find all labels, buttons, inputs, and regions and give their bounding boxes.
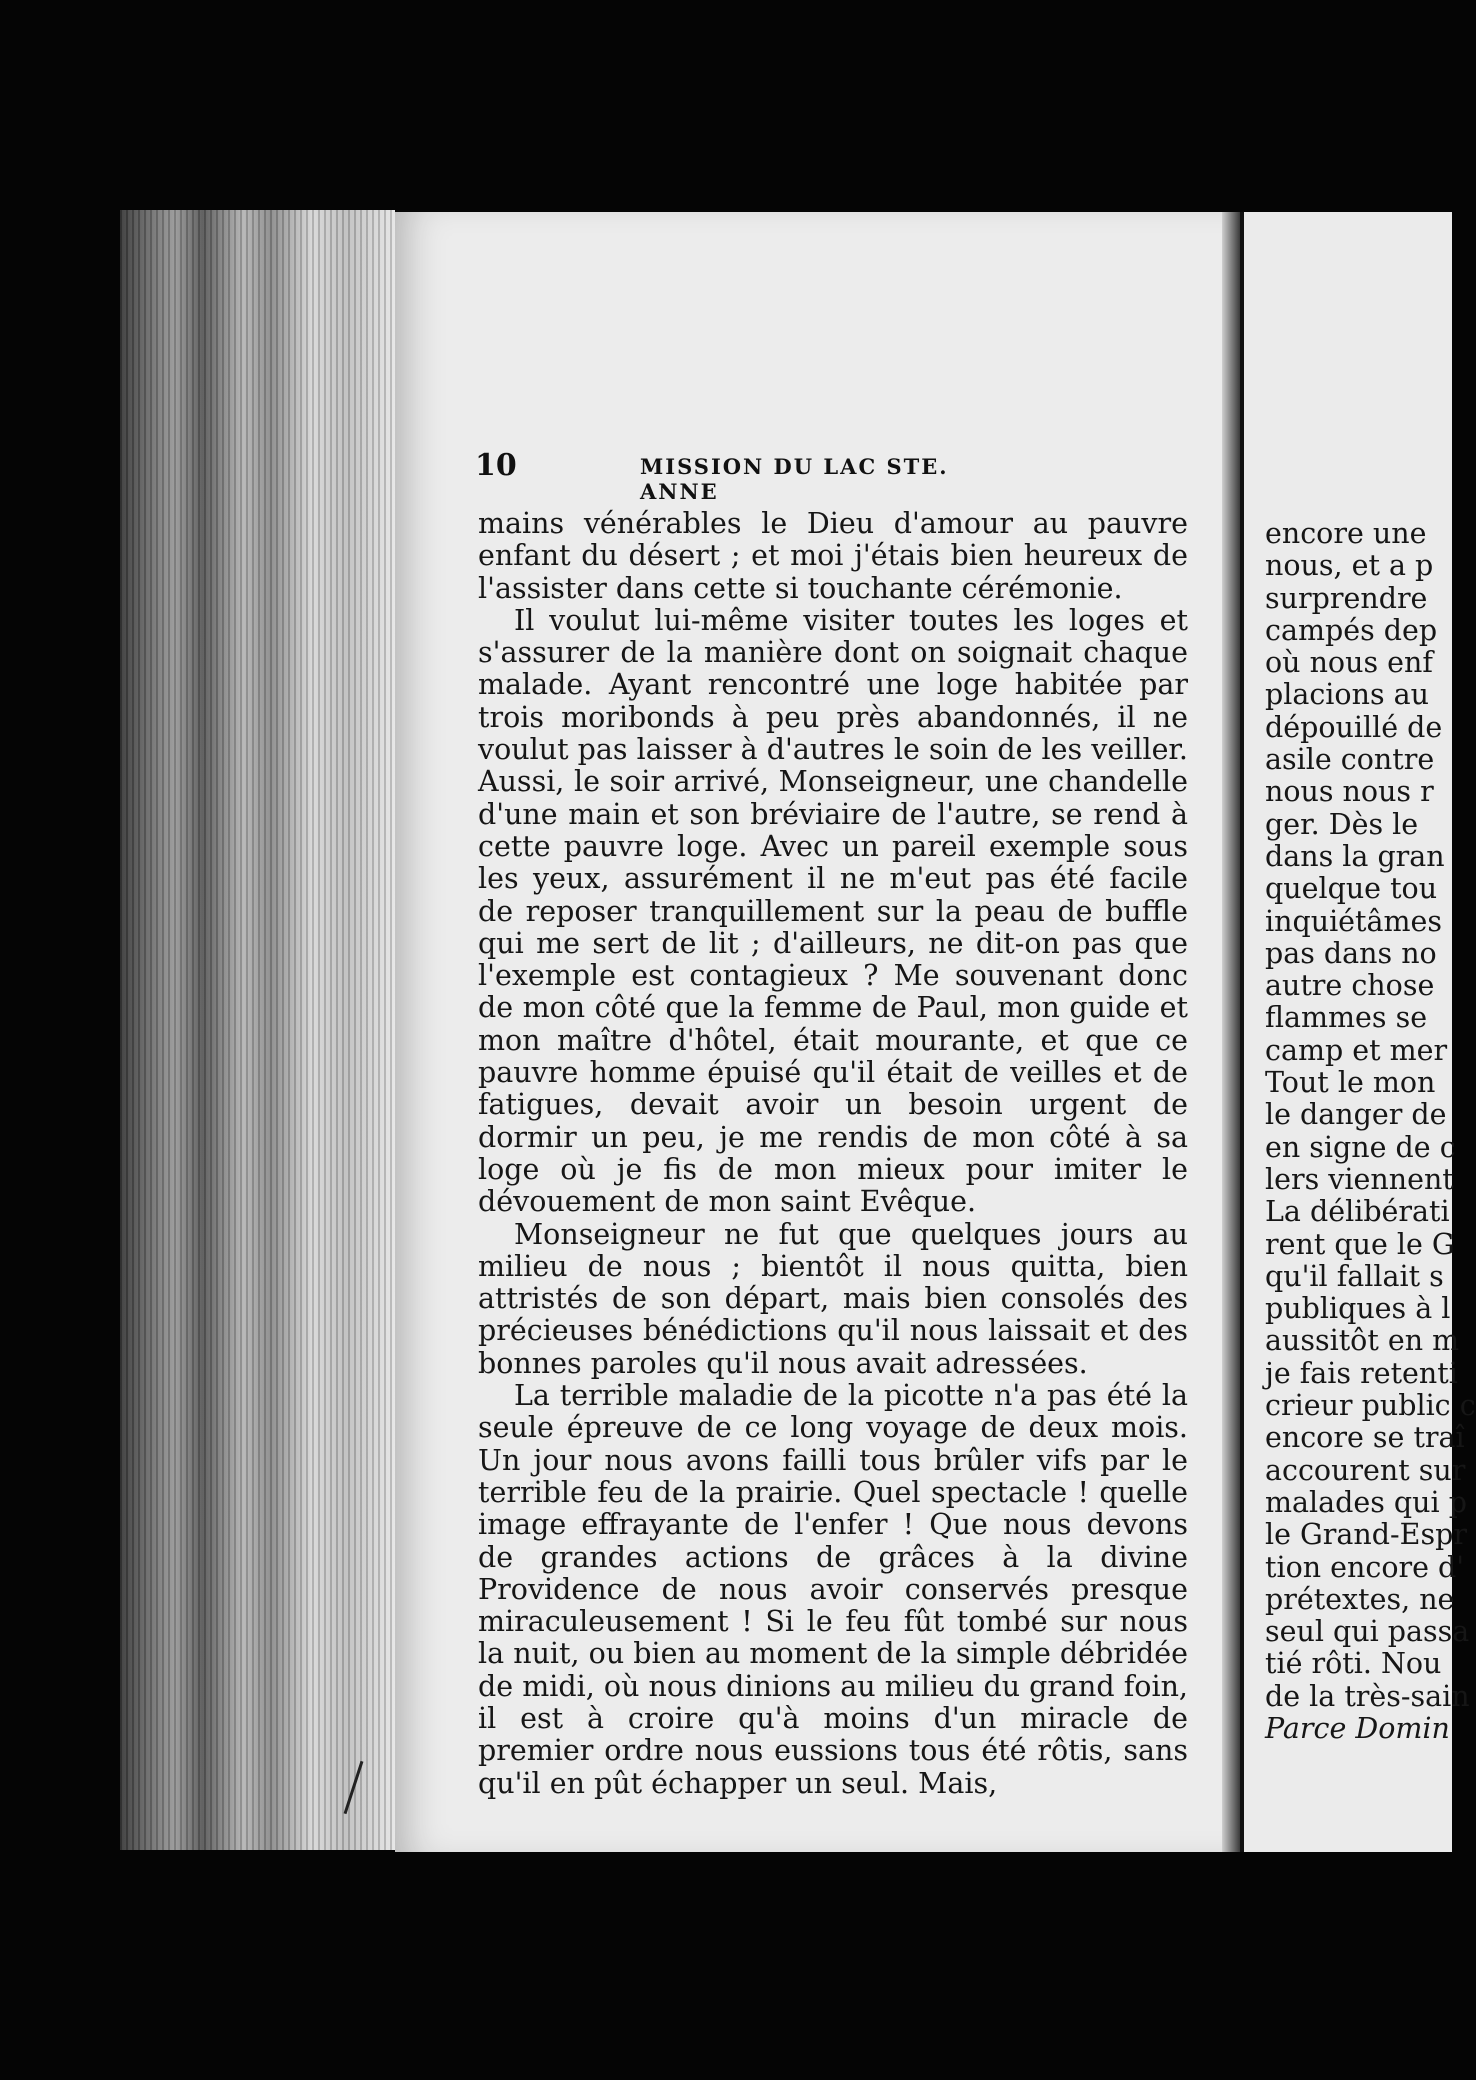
text-line: pas dans no [1265,936,1437,970]
text-line: Parce Domin [1265,1711,1450,1745]
page-number: 10 [475,448,517,483]
text-line: encore se traî [1265,1421,1465,1455]
text-line: tion encore d' [1265,1550,1465,1584]
text-line: dans la gran [1265,839,1445,873]
text-line: seul qui passa [1265,1615,1470,1649]
text-line: je fais retenti [1265,1356,1458,1390]
page-header [475,448,1020,504]
paragraph: Il voulut lui-même visiter toutes les loges et s'assurer de la manière dont on soignait chaque malade. Ayant rencontré une loge habitée par trois moribonds à peu près abandonnés, il ne voulut pas laisser à d'autres le soin de les veiller. Aussi, le soir arrivé, Monseigneur, une chandelle d'une main et son bréviaire de l'autre, se rend à cette pauvre loge. Avec un pareil exemple sous les yeux, assurément il ne m'eut pas été facile de reposer tranquillement sur la peau de buffle qui me sert de lit ; d'ailleurs, ne dit-on pas que l'exemple est contagieux ? Me souvenant donc de mon côté que la femme de Paul, mon guide et mon maître d'hôtel, était mourante, et que ce pauvre homme épuisé qu'il était de veilles et de fatigues, devait avoir un besoin urgent de dormir un peu, je me rendis de mon côté à sa loge où je fis de mon mieux pour imiter le dévouement de mon saint Evêque. [478,603,1188,1219]
text-line: ger. Dès le [1265,807,1419,841]
text-line: tié rôti. Nou [1265,1647,1442,1681]
paragraph: La terrible maladie de la picotte n'a pas été la seule épreuve de ce long voyage de deux mois. Un jour nous avons failli tous brûler vifs par le terrible feu de la prairie. Quel spectacle ! quelle image effrayante de l'enfer ! Que nous devons de grandes actions de grâces à la divine Providence de nous avoir conservés presque miraculeusement ! Si le feu fût tombé sur nous la nuit, ou bien au moment de la simple débridée de midi, où nous dinions au milieu du grand foin, il est à croire qu'à moins d'un miracle de premier ordre nous eussions tous été rôtis, sans qu'il en pût échapper un seul. Mais, [478,1379,1188,1800]
text-line: Tout le mon [1265,1066,1436,1100]
text-line: accourent sur [1265,1453,1466,1487]
text-line: camp et mer [1265,1033,1448,1067]
text-line: nous nous r [1265,775,1434,809]
text-line: prétextes, ne [1265,1582,1455,1616]
text-line: asile contre [1265,743,1435,777]
left-page-body [478,508,1188,1800]
text-line: en signe de c [1265,1130,1456,1164]
text-line: le danger de [1265,1098,1447,1132]
text-line: dépouillé de [1265,710,1443,744]
text-line: flammes se [1265,1001,1428,1035]
text-line: surprendre [1265,581,1428,615]
book-gutter [1222,212,1240,1852]
paragraph: mains vénérables le Dieu d'amour au pauvre enfant du désert ; et moi j'étais bien heureux de l'assister dans cette si touchante cérémonie. [478,507,1188,605]
text-line: quelque tou [1265,872,1438,906]
text-line: nous, et a p [1265,549,1434,583]
text-line: La délibérati [1265,1195,1450,1229]
text-line: autre chose [1265,969,1435,1003]
text-line: inquiétâmes [1265,904,1443,938]
paragraph: Monseigneur ne fut que quelques jours au milieu de nous ; bientôt il nous quitta, bien attristés de son départ, mais bien consolés des précieuses bénédictions qu'il nous laissait et des bonnes paroles qu'il nous avait adressées. [478,1217,1188,1380]
text-line: qu'il fallait s [1265,1259,1444,1293]
text-line: publiques à l [1265,1292,1451,1326]
text-line: lers viennent [1265,1162,1454,1196]
text-line: encore une [1265,517,1427,550]
text-line: crieur public c [1265,1389,1476,1423]
text-line: rent que le G [1265,1227,1455,1261]
text-line: campés dep [1265,613,1438,647]
text-line: où nous enf [1265,646,1433,680]
right-page-body [1265,517,1476,1745]
text-line: malades qui p [1265,1485,1467,1519]
text-line: placions au [1265,678,1429,712]
text-line: de la très-sain [1265,1679,1470,1713]
text-line: aussitôt en m [1265,1324,1460,1358]
text-line: le Grand-Espr [1265,1518,1467,1552]
running-head: MISSION DU LAC STE. ANNE [640,454,949,504]
book-page-edges [120,210,395,1850]
